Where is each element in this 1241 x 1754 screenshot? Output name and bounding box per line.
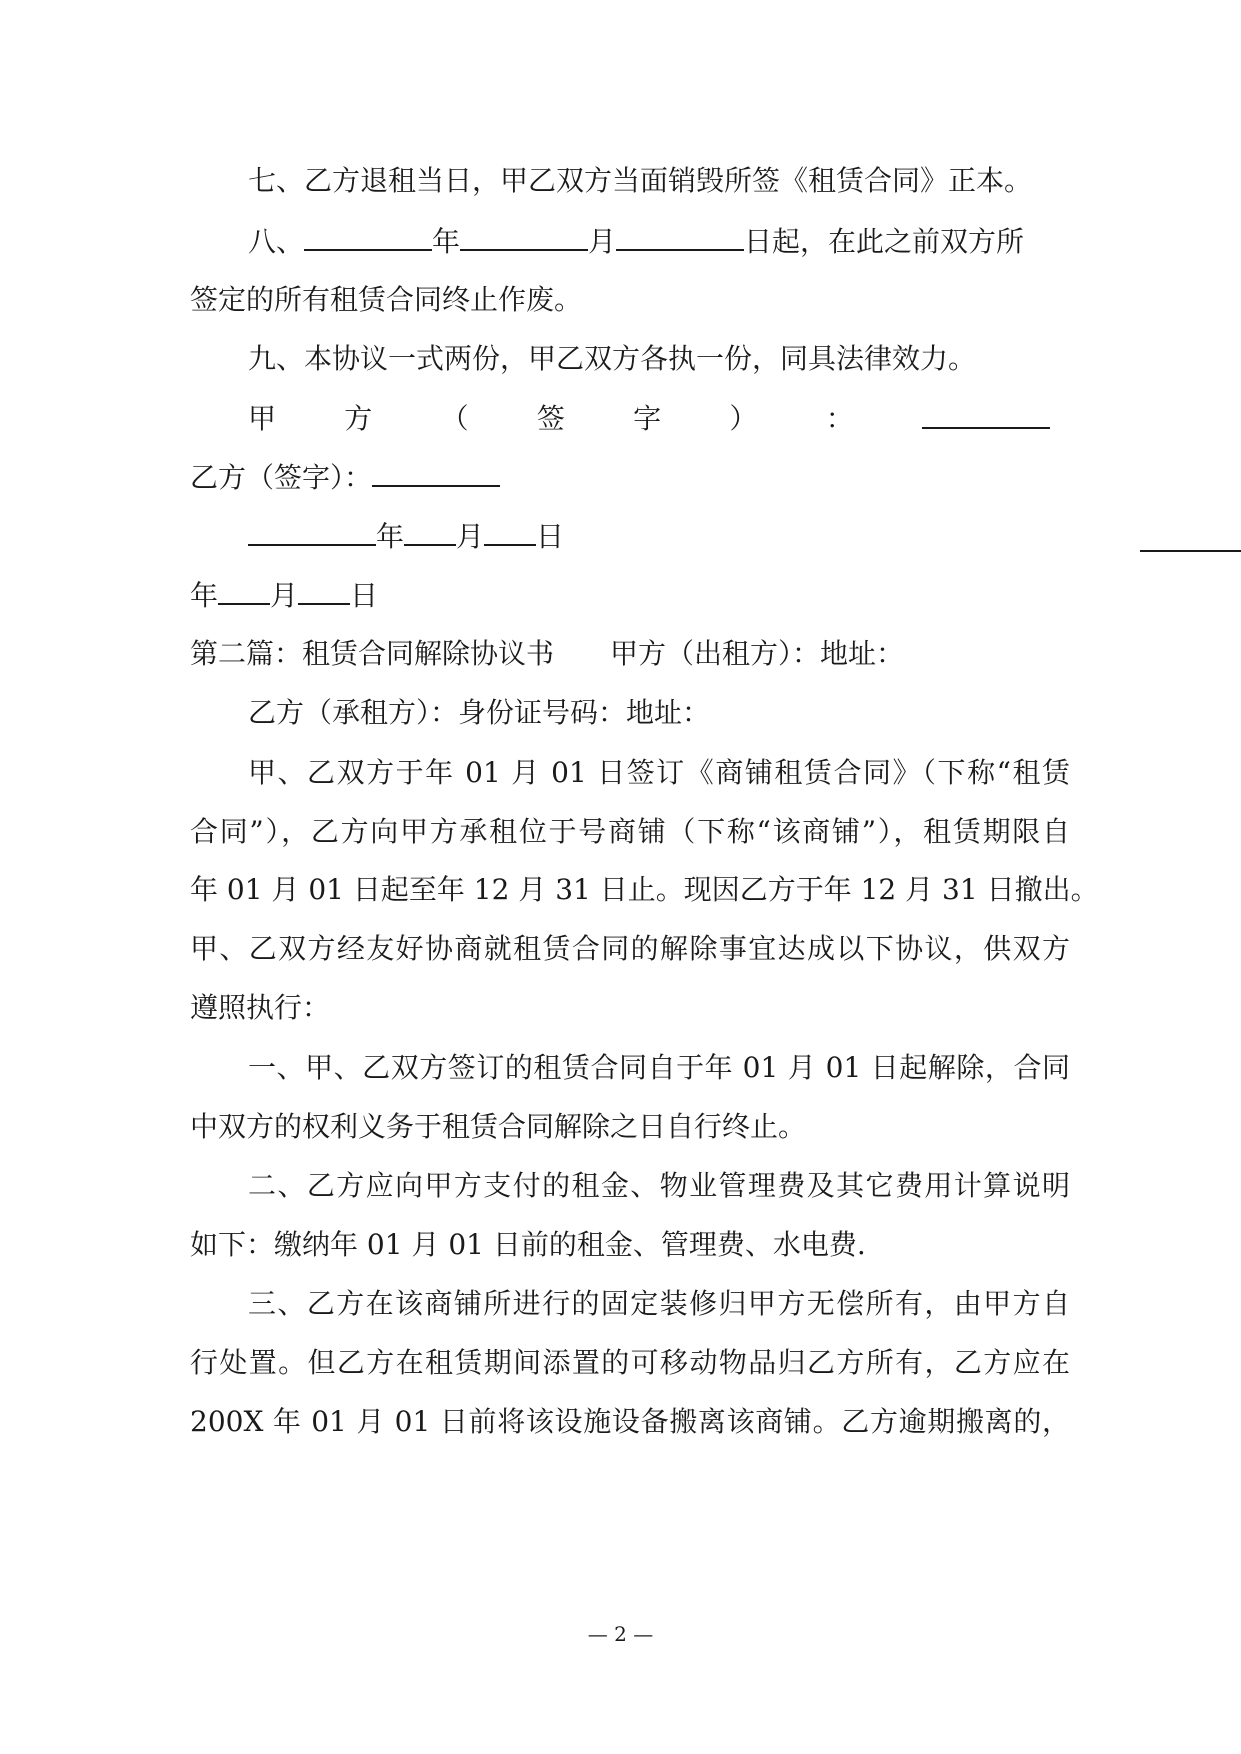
party-a-signature-line <box>248 401 1070 437</box>
preamble-line-5: 遵照执行： <box>190 991 331 1024</box>
party-b-signature-label: 乙方（签字）： <box>190 461 373 494</box>
day-blank <box>616 223 744 251</box>
party-a-char-3: （ <box>440 402 469 435</box>
date-b-day-label: 日 <box>350 579 379 612</box>
date-b-day-blank <box>298 577 350 605</box>
date-a-year-label: 年 <box>376 520 405 553</box>
preamble-line-3: 年 01 月 01 日起至年 12 月 31 日止。现因乙方于年 12 月 31 日撤出。 <box>190 873 1099 906</box>
year-blank <box>304 223 432 251</box>
clause-7: 七、乙方退租当日，甲乙双方当面销毁所签《租赁合同》正本。 <box>248 164 1033 197</box>
clause-8-text: 日起，在此之前双方所 <box>744 225 1025 258</box>
article-2-line-1: 二、乙方应向甲方支付的租金、物业管理费及其它费用计算说明 <box>248 1169 1070 1202</box>
clause-9: 九、本协议一式两份，甲乙双方各执一份，同具法律效力。 <box>248 342 977 375</box>
preamble-line-2: 合同”），乙方向甲方承租位于号商铺（下称“该商铺”），租赁期限自 <box>190 815 1070 848</box>
date-b-year-blank <box>1140 550 1241 552</box>
article-3-line-1: 三、乙方在该商铺所进行的固定装修归甲方无偿所有，由甲方自 <box>248 1287 1070 1320</box>
date-a-month-label: 月 <box>456 520 485 553</box>
article-1-line-2: 中双方的权利义务于租赁合同解除之日自行终止。 <box>190 1110 807 1143</box>
date-b-month-label: 月 <box>270 579 299 612</box>
date-a-year-blank <box>248 518 376 546</box>
party-b-signature-blank <box>372 459 500 487</box>
year-label: 年 <box>432 225 461 258</box>
party-a-char-7: ： <box>825 402 854 435</box>
preamble-line-4: 甲、乙双方经友好协商就租赁合同的解除事宜达成以下协议，供双方 <box>190 932 1070 965</box>
date-a-month-blank <box>404 518 456 546</box>
month-blank <box>460 223 588 251</box>
party-a-char-6: ） <box>729 402 758 435</box>
date-b-year-label: 年 <box>190 579 219 612</box>
date-line-b <box>190 577 1070 614</box>
date-line-a <box>248 518 1070 555</box>
clause-8-number: 八、 <box>248 225 305 258</box>
article-2-line-2: 如下：缴纳年 01 月 01 日前的租金、管理费、水电费. <box>190 1228 866 1261</box>
party-b-info: 乙方（承租方）：身份证号码：地址： <box>248 696 711 729</box>
article-3-line-3: 200X 年 01 月 01 日前将该设施设备搬离该商铺。乙方逾期搬离的， <box>190 1405 1070 1438</box>
date-a-day-blank <box>484 518 536 546</box>
section-2-heading: 第二篇：租赁合同解除协议书 甲方（出租方）：地址： <box>190 637 905 670</box>
party-b-signature-line <box>190 459 1070 496</box>
party-a-char-1: 甲 <box>248 402 277 435</box>
date-b-month-blank <box>218 577 270 605</box>
date-a-day-label: 日 <box>536 520 565 553</box>
article-3-line-2: 行处置。但乙方在租赁期间添置的可移动物品归乙方所有，乙方应在 <box>190 1346 1070 1379</box>
party-a-char-4: 签 <box>536 402 565 435</box>
article-1-line-1: 一、甲、乙双方签订的租赁合同自于年 01 月 01 日起解除，合同 <box>248 1051 1070 1084</box>
preamble-line-1: 甲、乙双方于年 01 月 01 日签订《商铺租赁合同》（下称“租赁 <box>248 756 1070 789</box>
party-a-char-2: 方 <box>344 402 373 435</box>
party-a-char-5: 字 <box>633 402 662 435</box>
clause-8-line-1 <box>248 223 1070 260</box>
party-a-signature-spread <box>248 401 1050 437</box>
party-a-signature-blank <box>922 401 1050 429</box>
page-number: — 2 — <box>587 1622 654 1646</box>
clause-8-line-2: 签定的所有租赁合同终止作废。 <box>190 283 583 316</box>
month-label: 月 <box>588 225 617 258</box>
